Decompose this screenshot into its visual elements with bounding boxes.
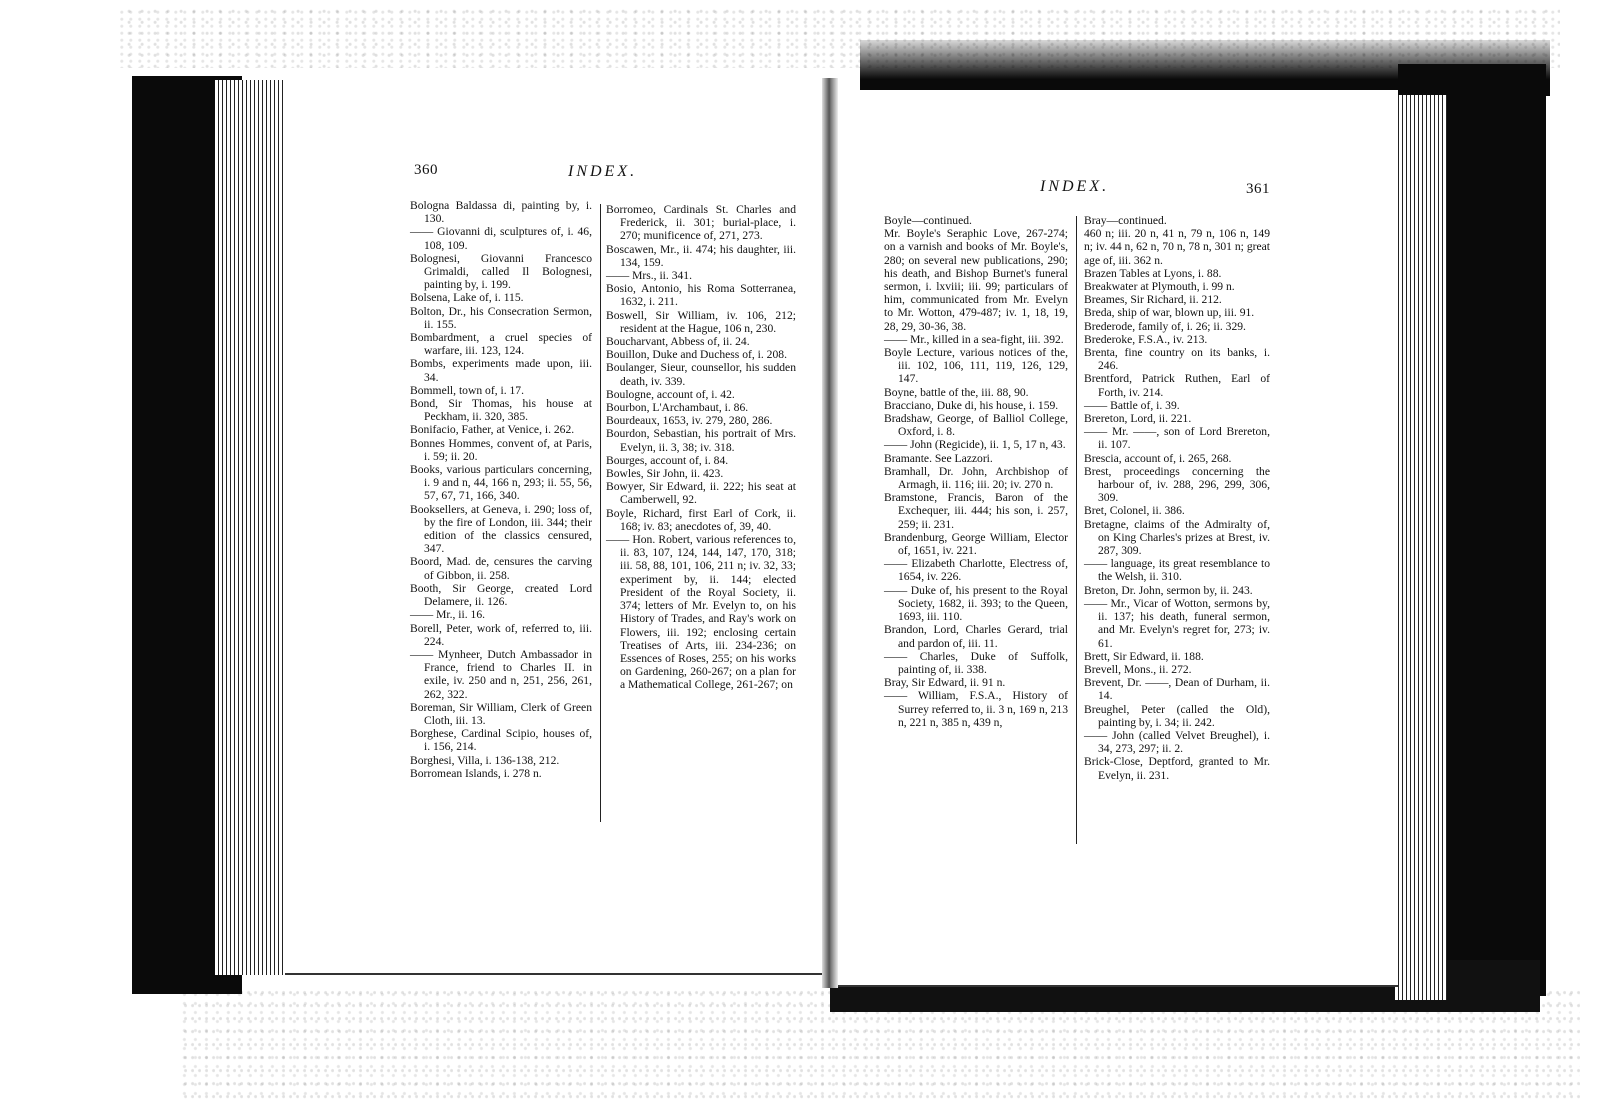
index-entry: —— Battle of, i. 39. [1084,398,1180,412]
index-entry: Bourges, account of, i. 84. [606,453,729,467]
index-entry: Boulanger, Sieur, counsellor, his sudden death, iv. 339. [606,361,796,388]
index-entry: Brevent, Dr. ——, Dean of Durham, ii. 14. [1084,676,1270,703]
left-page-column-2 [606,203,796,692]
index-entry: Bracciano, Duke di, his house, i. 159. [884,398,1059,412]
index-entry: —— Mr., killed in a sea-fight, iii. 392. [884,332,1064,346]
index-entry: Brederoke, F.S.A., iv. 213. [1084,332,1208,346]
index-entry: Breames, Sir Richard, ii. 212. [1084,293,1222,307]
index-entry: Bray, Sir Edward, ii. 91 n. [884,676,1006,690]
index-entry: Brazen Tables at Lyons, i. 88. [1084,266,1222,280]
index-entry: —— John (Regicide), ii. 1, 5, 17 n, 43. [884,438,1066,452]
index-entry: Borghese, Cardinal Scipio, houses of, i. 156, 214. [410,727,592,754]
index-entry: Bowyer, Sir Edward, ii. 222; his seat at Camberwell, 92. [606,480,796,507]
index-entry: Bret, Colonel, ii. 386. [1084,504,1185,518]
index-entry: Boswell, Sir William, iv. 106, 212; resident at the Hague, 106 n, 230. [606,308,796,335]
running-head-right: INDEX. [1040,178,1110,195]
index-entry: Bonnes Hommes, convent of, at Paris, i. 59; ii. 20. [410,436,592,463]
index-entry: Boulogne, account of, i. 42. [606,387,735,401]
index-entry: —— Mr., ii. 16. [410,608,486,622]
right-page-column-2 [1084,214,1270,782]
index-entry: Boyle Lecture, various notices of the, iii. 102, 106, 111, 119, 126, 129, 147. [884,346,1068,386]
index-entry: Bourbon, L'Archambaut, i. 86. [606,401,749,415]
index-entry: Boyne, battle of the, iii. 88, 90. [884,385,1029,399]
index-entry: Bommell, town of, i. 17. [410,383,525,397]
index-entry: Bray—continued. [1084,214,1167,227]
index-entry: —— John (called Velvet Breughel), i. 34, 273, 297; ii. 2. [1084,728,1270,756]
index-entry: Brenta, fine country on its banks, i. 246. [1084,346,1270,373]
index-entry: Borromean Islands, i. 278 n. [410,766,542,780]
index-entry: Brereton, Lord, ii. 221. [1084,412,1192,426]
index-entry: Bosio, Antonio, his Roma Sotterranea, 1632, i. 211. [606,282,796,309]
index-entry: —— language, its great resemblance to the Welsh, ii. 310. [1084,557,1270,584]
index-entry: Brick-Close, Deptford, granted to Mr. Evelyn, ii. 231. [1084,755,1270,782]
index-entry: Boyle—continued. [884,214,972,227]
index-entry: Bramstone, Francis, Baron of the Exchequer, iii. 444; his son, i. 257, 259; ii. 231. [884,491,1068,531]
index-entry: Bond, Sir Thomas, his house at Peckham, ii. 320, 385. [410,397,592,424]
index-entry: Bombs, experiments made upon, iii. 34. [410,357,592,384]
index-entry: Bourdon, Sebastian, his portrait of Mrs. Evelyn, ii. 3, 38; iv. 318. [606,427,796,454]
index-entry: Bolsena, Lake of, i. 115. [410,291,524,305]
page-number-left: 360 [414,162,438,178]
index-entry: Borell, Peter, work of, referred to, iii. 224. [410,621,592,648]
index-entry: Boscawen, Mr., ii. 474; his daughter, iii. 134, 159. [606,242,796,269]
index-entry: —— Duke of, his present to the Royal Society, 1682, ii. 393; to the Queen, 1693, iii. 110. [884,583,1068,624]
index-entry: Boyle, Richard, first Earl of Cork, ii. 168; iv. 83; anecdotes of, 39, 40. [606,506,796,533]
index-entry: Boucharvant, Abbess of, ii. 24. [606,335,750,349]
index-entry: Breton, Dr. John, sermon by, ii. 243. [1084,583,1253,597]
index-entry: Brevell, Mons., ii. 272. [1084,662,1192,676]
right-page-column-1 [884,214,1068,729]
index-entry: Bologna Baldassa di, painting by, i. 130. [410,199,592,226]
page-number-right: 361 [1246,181,1270,197]
index-entry: Brandon, Lord, Charles Gerard, trial and pardon of, iii. 11. [884,623,1068,650]
index-entry: Borromeo, Cardinals St. Charles and Frederick, ii. 301; burial-place, i. 270; munificence of, 271, 273. [606,203,796,243]
index-entry: Brederode, family of, i. 26; ii. 329. [1084,319,1246,333]
index-entry: —— Mr. ——, son of Lord Brereton, ii. 107. [1084,425,1270,452]
left-page-column-1 [410,199,592,780]
index-entry: Boord, Mad. de, censures the carving of Gibbon, ii. 258. [410,555,592,582]
index-entry: Booth, Sir George, created Lord Delamere, ii. 126. [410,581,592,609]
index-entry: Brandenburg, George William, Elector of, 1651, iv. 221. [884,530,1068,558]
index-entry: Boreman, Sir William, Clerk of Green Cloth, iii. 13. [410,700,592,727]
index-entry: Breakwater at Plymouth, i. 99 n. [1084,280,1235,294]
index-entry: Bolognesi, Giovanni Francesco Grimaldi, called Il Bolognesi, painting by, i. 199. [410,251,592,292]
index-entry: —— Giovanni di, sculptures of, i. 46, 108, 109. [410,225,592,252]
index-entry: Booksellers, at Geneva, i. 290; loss of, by the fire of London, iii. 344; their edition of the classics censured, 347. [410,502,592,556]
index-entry: —— Hon. Robert, various references to, ii. 83, 107, 124, 144, 147, 170, 318; iii. 58, 88, 101, 106, 211 n; iv. 32, 33; experiment by, ii. 144; elected President of the Royal Society, ii. 374; letters of Mr. Evelyn to, on his History of Trades, and Ray's work on Flowers, iii. 192; enclosing certain Treatises of Arts, iii. 234-236; on Essences of Roses, 255; on his works on Gardening, 260-267; on a plan for a Mathematical College, 261-267; on [606,533,796,692]
index-entry: Bonifacio, Father, at Venice, i. 262. [410,423,575,437]
index-entry: —— Elizabeth Charlotte, Electress of, 1654, iv. 226. [884,557,1068,584]
index-entry: —— Charles, Duke of Suffolk, painting of, ii. 338. [884,649,1068,676]
index-entry: Breda, ship of war, blown up, iii. 91. [1084,306,1255,320]
index-entry: —— Mr., Vicar of Wotton, sermons by, ii. 137; his death, funeral sermon, and Mr. Evelyn's regret for, 273; iv. 61. [1084,596,1270,650]
book-gutter [822,78,838,988]
column-rule-right [1076,216,1077,844]
index-entry: Brett, Sir Edward, ii. 188. [1084,649,1204,663]
page-edges-right [1395,95,1447,1000]
page-edges-left [215,80,290,975]
index-entry: Bombardment, a cruel species of warfare, iii. 123, 124. [410,331,592,358]
index-entry: Mr. Boyle's Seraphic Love, 267-274; on a varnish and books of Mr. Boyle's, 280; on several new publications, 290; his death, and Bishop Burnet's funeral sermon, i. lxviii; iii. 99; particulars of him, communicated from Mr. Evelyn to Mr. Wotton, 479-487; iv. 1, 18, 19, 28, 29, 30-36, 38. [884,227,1068,333]
index-entry: Bramante. See Lazzori. [884,451,993,465]
index-entry: Bourdeaux, 1653, iv. 279, 280, 286. [606,414,773,428]
index-entry: Books, various particulars concerning, i. 9 and n, 44, 166 n, 293; ii. 55, 56, 57, 67, 71, 166, 340. [410,463,592,503]
index-entry: Breughel, Peter (called the Old), painting by, i. 34; ii. 242. [1084,702,1270,729]
index-entry: Bouillon, Duke and Duchess of, i. 208. [606,348,787,362]
index-entry: —— Mrs., ii. 341. [606,269,692,283]
index-entry: Bowles, Sir John, ii. 423. [606,467,724,481]
index-entry: Bradshaw, George, of Balliol College, Oxford, i. 8. [884,412,1068,439]
index-entry: Bolton, Dr., his Consecration Sermon, ii. 155. [410,304,592,331]
index-entry: —— William, F.S.A., History of Surrey referred to, ii. 3 n, 169 n, 213 n, 221 n, 385 n, 439 n, [884,689,1069,729]
index-entry: —— Mynheer, Dutch Ambassador in France, friend to Charles II. in exile, iv. 250 and n, 251, 256, 261, 262, 322. [410,647,592,701]
index-entry: Bramhall, Dr. John, Archbishop of Armagh, ii. 116; iii. 20; iv. 270 n. [884,464,1068,492]
index-entry: Bretagne, claims of the Admiralty of, on King Charles's prizes at Brest, iv. 287, 309. [1084,517,1270,558]
index-entry: Brest, proceedings concerning the harbour of, iv. 288, 296, 299, 306, 309. [1084,464,1270,505]
index-entry: 460 n; iii. 20 n, 41 n, 79 n, 106 n, 149 n; iv. 44 n, 62 n, 70 n, 78 n, 301 n; great age of, iii. 362 n. [1084,227,1270,267]
column-rule-left [600,204,601,822]
index-entry: Brentford, Patrick Ruthen, Earl of Forth, iv. 214. [1084,372,1270,399]
index-entry: Brescia, account of, i. 265, 268. [1084,451,1232,465]
running-head-left: INDEX. [568,163,638,180]
index-entry: Borghesi, Villa, i. 136-138, 212. [410,753,560,767]
